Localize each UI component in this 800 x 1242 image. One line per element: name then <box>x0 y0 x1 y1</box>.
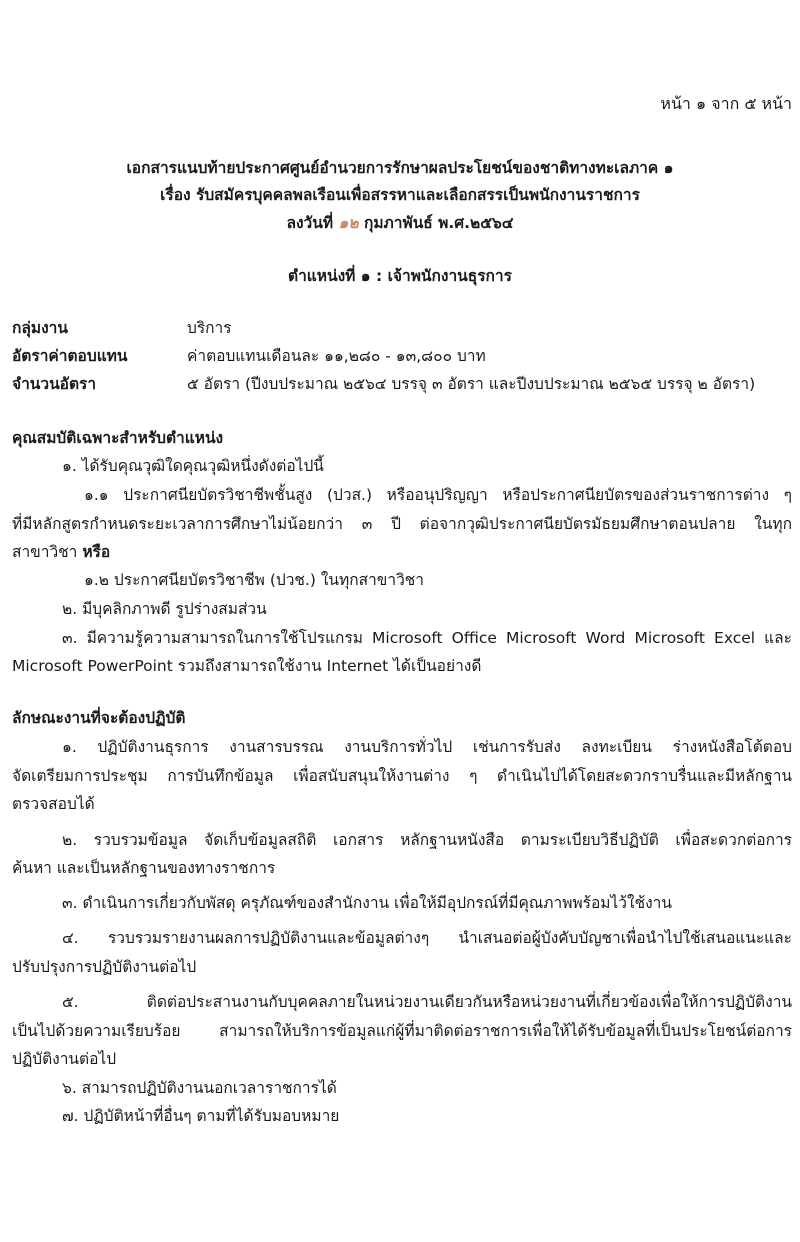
info-label-count: จำนวนอัตรา <box>12 375 97 393</box>
position-title: ตำแหน่งที่ ๑ : เจ้าพนักงานธุรการ <box>288 267 512 285</box>
duty-5-line-1: ๕. ติดต่อประสานงานกับบุคคลภายในหน่วยงานเดียวกันหรือหน่วยงานที่เกี่ยวข้องเพื่อให้การปฏิบัติงาน <box>62 993 792 1011</box>
info-value-group: บริการ <box>187 319 232 337</box>
qualification-2: ๒. มีบุคลิกภาพดี รูปร่างสมส่วน <box>62 600 267 618</box>
qualification-or: หรือ <box>82 543 111 561</box>
qualifications-heading: คุณสมบัติเฉพาะสำหรับตำแหน่ง <box>12 429 224 447</box>
page-number: หน้า ๑ จาก ๕ หน้า <box>660 94 792 113</box>
qualification-1-1-text: สาขาวิชา <box>12 543 78 561</box>
qualification-1-1-line-1: ๑.๑ ประกาศนียบัตรวิชาชีพชั้นสูง (ปวส.) หรืออนุปริญญา หรือประกาศนียบัตรของส่วนราชการต่าง ๆ <box>84 486 792 504</box>
duty-1-line-1: ๑. ปฏิบัติงานธุรการ งานสารบรรณ งานบริการทั่วไป เช่นการรับส่ง ลงทะเบียน ร่างหนังสือโต้ตอบ <box>62 738 792 756</box>
duty-1-line-2: จัดเตรียมการประชุม การบันทึกข้อมูล เพื่อสนับสนุนให้งานต่าง ๆ ดำเนินไปได้โดยสะดวกราบรื่นและมีหลักฐาน <box>12 767 792 785</box>
info-label-salary: อัตราค่าตอบแทน <box>12 347 128 365</box>
header-date <box>0 213 800 233</box>
info-value-count: ๕ อัตรา (ปีงบประมาณ ๒๕๖๔ บรรจุ ๓ อัตรา และปีงบประมาณ ๒๕๖๕ บรรจุ ๒ อัตรา) <box>187 375 756 393</box>
duty-7: ๗. ปฏิบัติหน้าที่อื่นๆ ตามที่ได้รับมอบหมาย <box>62 1107 340 1125</box>
duties-heading: ลักษณะงานที่จะต้องปฏิบัติ <box>12 709 186 727</box>
date-suffix: กุมภาพันธ์ พ.ศ.๒๕๖๔ <box>363 214 514 232</box>
duty-2-line-2: ค้นหา และเป็นหลักฐานของทางราชการ <box>12 859 276 877</box>
duty-6: ๖. สามารถปฏิบัติงานนอกเวลาราชการได้ <box>62 1079 337 1097</box>
header-line-1: เอกสารแนบท้ายประกาศศูนย์อำนวยการรักษาผลประโยชน์ของชาติทางทะเลภาค ๑ <box>126 159 674 177</box>
duty-3: ๓. ดำเนินการเกี่ยวกับพัสดุ ครุภัณฑ์ของสำนักงาน เพื่อให้มีอุปกรณ์ที่มีคุณภาพพร้อมไว้ใช้งาน <box>62 894 672 912</box>
qualification-1-1-line-3 <box>12 542 110 562</box>
info-label-group: กลุ่มงาน <box>12 319 68 337</box>
duty-4-line-2: ปรับปรุงการปฏิบัติงานต่อไป <box>12 958 197 976</box>
duty-1-line-3: ตรวจสอบได้ <box>12 795 95 813</box>
qualification-1-1-line-2: ที่มีหลักสูตรกำหนดระยะเวลาการศึกษาไม่น้อยกว่า ๓ ปี ต่อจากวุฒิประกาศนียบัตรมัธยมศึกษาตอนปลาย ในทุก <box>12 515 792 533</box>
info-value-salary: ค่าตอบแทนเดือนละ ๑๑,๒๘๐ - ๑๓,๘๐๐ บาท <box>187 347 486 365</box>
date-prefix: ลงวันที่ <box>286 214 334 232</box>
qualification-3-line-1: ๓. มีความรู้ความสามารถในการใช้โปรแกรม Microsoft Office Microsoft Word Microsoft Excel และ <box>62 629 792 647</box>
duty-4-line-1: ๔. รวบรวมรายงานผลการปฏิบัติงานและข้อมูลต่างๆ นำเสนอต่อผู้บังคับบัญชาเพื่อนำไปใช้เสนอแนะและ <box>62 929 792 947</box>
duty-5-line-2: เป็นไปด้วยความเรียบร้อย สามารถให้บริการข้อมูลแก่ผู้ที่มาติดต่อราชการเพื่อให้ได้รับข้อมูลที่เป็นประโยชน์ต่อการ <box>12 1022 792 1040</box>
qualification-1-2: ๑.๒ ประกาศนียบัตรวิชาชีพ (ปวช.) ในทุกสาขาวิชา <box>84 571 424 589</box>
handwritten-day: ๑๒ <box>338 214 359 232</box>
duty-5-line-3: ปฏิบัติงานต่อไป <box>12 1050 117 1068</box>
duty-2-line-1: ๒. รวบรวมข้อมูล จัดเก็บข้อมูลสถิติ เอกสาร หลักฐานหนังสือ ตามระเบียบวิธีปฏิบัติ เพื่อสะดวกต่อการ <box>62 831 792 849</box>
qualification-1: ๑. ได้รับคุณวุฒิใดคุณวุฒิหนึ่งดังต่อไปนี้ <box>62 457 324 475</box>
header-line-2: เรื่อง รับสมัครบุคคลพลเรือนเพื่อสรรหาและเลือกสรรเป็นพนักงานราชการ <box>160 186 640 204</box>
qualification-3-line-2: Microsoft PowerPoint รวมถึงสามารถใช้งาน Internet ได้เป็นอย่างดี <box>12 657 482 675</box>
